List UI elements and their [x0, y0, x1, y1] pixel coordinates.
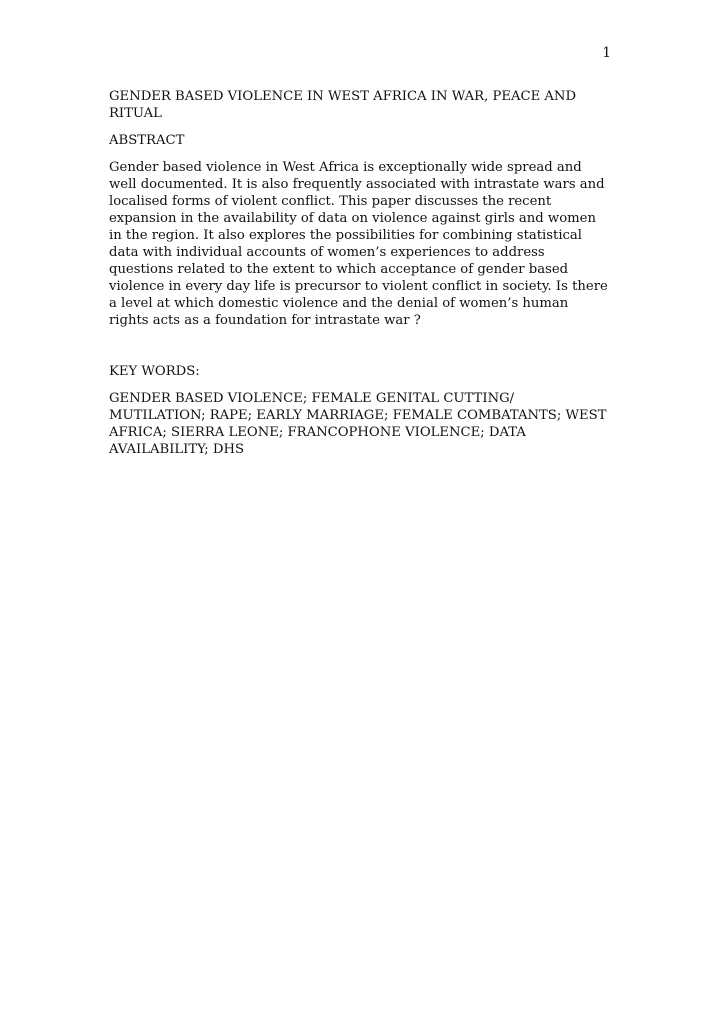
keywords-heading: KEY WORDS:	[109, 364, 200, 379]
document-title: GENDER BASED VIOLENCE IN WEST AFRICA IN WAR, PEACE AND RITUAL	[109, 89, 577, 121]
abstract-text: Gender based violence in West Africa is exceptionally wide spread and well documented. It is also frequently associated with intrastate wars and localised forms of violent conflict. This paper discusses the recent expansion in the availability of data on violence against girls and women in the region. It also explores the possibilities for combining statistical data with individual accounts of women’s experiences to address questions related to the extent to which acceptance of gender based violence in every day life is precursor to violent conflict in society. Is there a level at which domestic violence and the denial of women’s human rights acts as a foundation for intrastate war ?	[109, 160, 608, 328]
abstract-heading: ABSTRACT	[109, 133, 185, 148]
keywords-text: GENDER BASED VIOLENCE; FEMALE GENITAL CUTTING/ MUTILATION; RAPE; EARLY MARRIAGE; FEMALE COMBATANTS; WEST AFRICA; SIERRA LEONE; FRANCOPHONE VIOLENCE; DATA AVAILABILITY; DHS	[109, 391, 607, 457]
section-spacer	[109, 339, 611, 363]
page-number: 1	[602, 45, 611, 61]
document-body	[109, 88, 611, 468]
